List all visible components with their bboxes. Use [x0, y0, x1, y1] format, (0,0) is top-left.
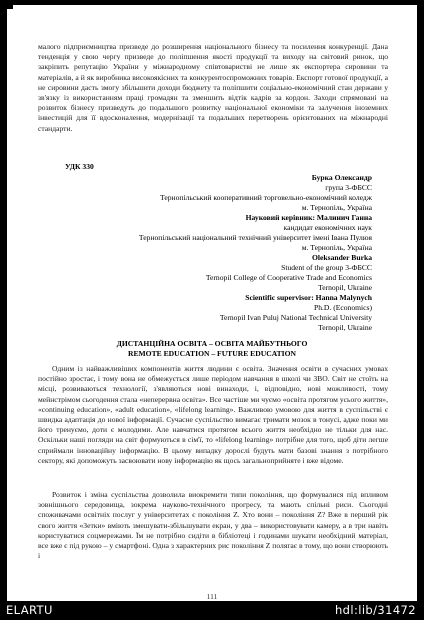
author-block [42, 173, 372, 333]
scan-edge-mark [7, 5, 13, 9]
author-line: Тернопільський національний технічний університет імені Івана Пулюя [138, 233, 372, 242]
author-line: м. Тернопіль, Україна [301, 203, 372, 212]
document-page [7, 5, 417, 601]
author-line: Student of the group 3-ФБСС [281, 263, 372, 272]
author-line: Ternopil College of Cooperative Trade and Economics [205, 273, 372, 282]
footer-repository-label: ELARTU [6, 603, 53, 617]
title-english: REMOTE EDUCATION – FUTURE EDUCATION [127, 349, 297, 358]
author-line: група 3-ФБСС [325, 183, 372, 192]
author-line: Ph.D. (Economics) [314, 303, 372, 312]
footer-bar [0, 601, 424, 620]
body-paragraph-2: Розвиток і зміна суспільства дозволила виокремити типи покоління, що формувалися під впливом зовнішнього середовища, зокрема науково-технічного прогресу, та мають спільні риси. Сьогодні споживачами освітніх послуг у університетах є покоління Z. Хто вони – покоління Z? Вже в перший рік свого життя «Зетки» вміють змешувати-збільшувати екран, у два – використовувати камеру, а в три навіть користуватися соцмережами. Їм не потрібно сидіти в бібліотеці і годинами шукати необхідний матеріал, все вже є під рукою – у смартфоні. Одна з характерних рис покоління Z полягає в тому, що вони створюють і [38, 490, 388, 561]
author-line: Oleksander Burka [312, 253, 372, 262]
author-line: Бурка Олександр [311, 173, 372, 182]
top-paragraph: малого підприємництва призведе до розширення національного бізнесу та посилення конкуренції. Дана тенденція у свою чергу призведе до поліпшення якості продукції та виходу на світовий ринок, що закріпить репутацію України у міжнародному співтоваристві не лише як експортера сировини та матеріалів, а й як виробника високоякісних та конкурентоспроможних товарів. Експорт готової продукції, а не сировини дасть змогу збільшити доходи бюджету та поліпшити соціально-економічний стан держави у зв'язку із використанням праці громадян та зменшить відтік кадрів за кордон. Заходи спрямовані на розвиток бізнесу призведуть до подальшого розвитку національної економіки та залучення іноземних інвестицій для її вдосконалення, модернізації та подальших перетворень орієнтованих на міжнародні стандарти. [38, 42, 388, 133]
article-titles [37, 339, 387, 359]
author-line: Ternopil, Ukraine [318, 323, 372, 332]
udc-code: УДК 330 [65, 162, 94, 171]
author-line: Тернопільський кооперативний торговельно-економічний коледж [160, 193, 372, 202]
author-line: Ternopil, Ukraine [318, 283, 372, 292]
footer-handle-label: hdl:lib/31472 [334, 603, 416, 617]
author-line: кандидат економічних наук [283, 223, 372, 232]
author-line: Ternopil Ivan Puluj National Technical University [219, 313, 372, 322]
author-line: м. Тернопіль, Україна [301, 243, 372, 252]
page-number: 111 [206, 592, 218, 601]
author-line: Scientific supervisor: Hanna Malynych [245, 293, 372, 302]
title-ukrainian: ДИСТАНЦІЙНА ОСВІТА – ОСВІТА МАЙБУТНЬОГО [116, 339, 308, 348]
author-line: Науковий керівник: Малинич Ганна [245, 213, 372, 222]
body-paragraph-1: Одним із найважливіших компонентів життя людини є освіта. Значення освіти в сучасних умовах постійно зростає, і тому вона не обмежується лише періодом навчання в школі чи ЗВО. Світ не стоїть на місці, розвиваються технології, з'являються нові винаходи, і, відповідно, нові можливості, тому мейнстрімом сьогодення стала «неперервна освіта». Все частіше ми чуємо «освіта протягом усього життя», «continuing education», «adult education», «lifelong learning». Важливою умовою для життя в суспільстві є швидка адаптація до нової інформації. Сучасне суспільство вимагає тримати мозок в тонусі, адже поки ми його тренуємо, доти є молодими. Але навчатися протягом всього життя необхідно не тільки для нас. Оскільки наші погляди на світ формуються в сім'ї, то «lifelong learning» потрібне для того, щоб діти легше сприймали інноваційну інформацію. В цьому випадку дорослі будуть мати базові знання з потрібного сектору, які допоможуть засвоювати нову інформацію як щось загальноприйняте і вже відоме. [38, 364, 388, 465]
